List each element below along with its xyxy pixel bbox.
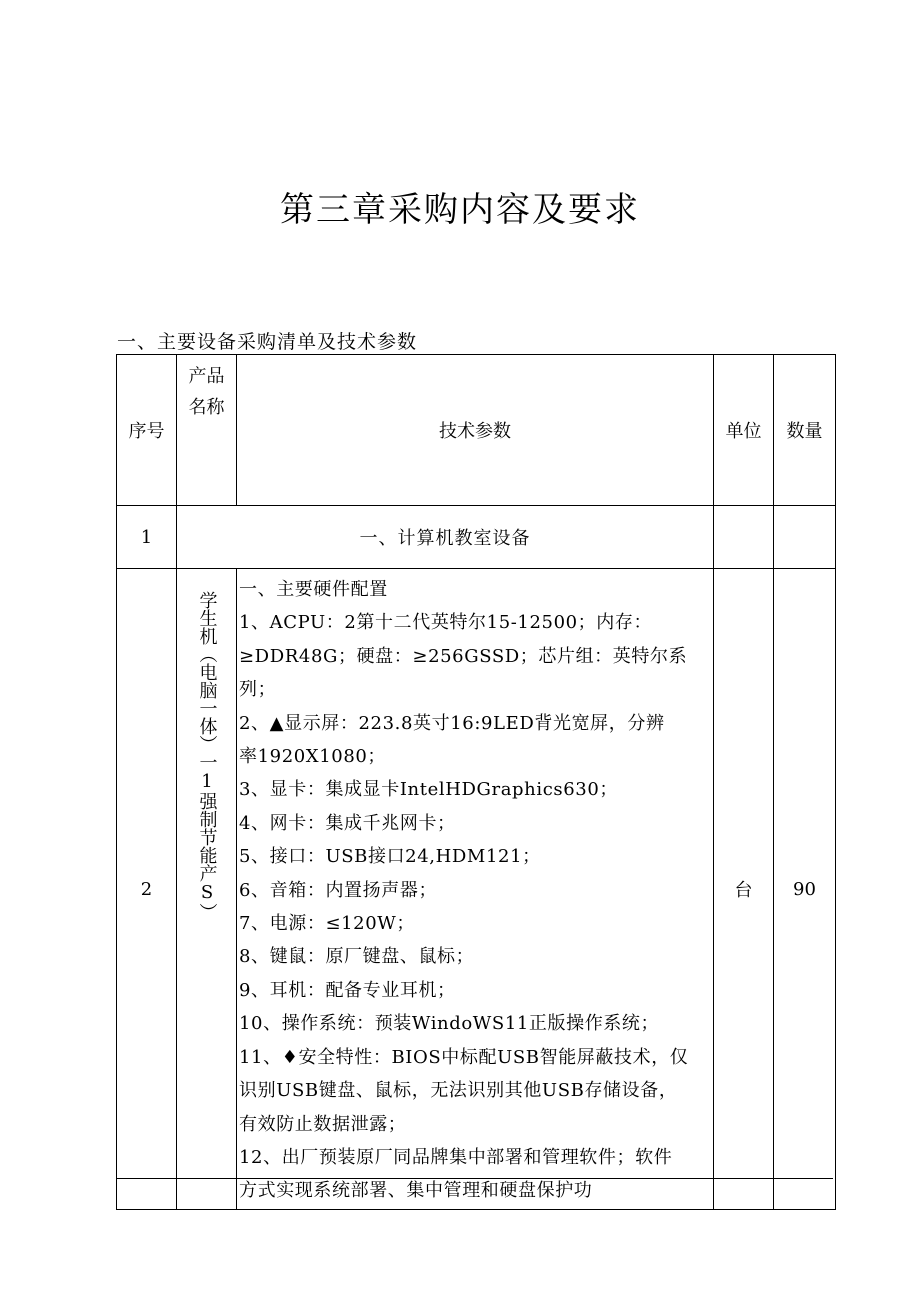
spec-line: 9、耳机：配备专业耳机； <box>239 979 456 1001</box>
header-name <box>177 355 237 506</box>
procurement-table-container <box>116 354 833 1202</box>
spec-line: 4、网卡：集成千兆网卡； <box>239 812 456 834</box>
spec-line: 5、接口：USB接口24,HDM121； <box>239 846 541 868</box>
row-no: 1 <box>117 506 177 569</box>
row-unit <box>714 506 774 569</box>
procurement-table <box>116 354 836 1210</box>
spec-line: 3、显卡：集成显卡IntelHDGraphics630； <box>239 779 618 801</box>
spec-list <box>237 569 713 1208</box>
spec-line: 率1920X1080； <box>239 746 387 768</box>
spec-line: 6、音箱：内置扬声器； <box>239 879 438 901</box>
spec-cell <box>237 569 714 1210</box>
document-title: 第三章采购内容及要求 <box>280 190 640 230</box>
spec-line: 方式实现系统部署、集中管理和硬盘保护功 <box>239 1180 593 1202</box>
table-header-row <box>117 355 836 506</box>
spec-line: 1、ACPU：2第十二代英特尔15-12500；内存： <box>239 612 653 634</box>
row-unit: 台 <box>714 569 774 1210</box>
row-qty <box>774 506 836 569</box>
section-row-title: 一、计算机教室设备 <box>177 506 714 569</box>
row-no: 2 <box>117 569 177 1210</box>
spec-line: 8、键鼠：原厂键盘、鼠标； <box>239 946 475 968</box>
spec-line: 识别USB键盘、鼠标，无法识别其他USB存储设备， <box>239 1080 678 1102</box>
spec-line: 11、♦安全特性：BIOS中标配USB智能屏蔽技术，仅 <box>239 1046 689 1068</box>
spec-line: 有效防止数据泄露； <box>239 1113 407 1135</box>
spec-line: ≥DDR48G；硬盘：≥256GSSD；芯片组：英特尔系 <box>239 645 688 667</box>
product-name: 学生机︵电脑一体︶一1强制节能产S） <box>196 591 218 921</box>
row-qty: 90 <box>774 569 836 1210</box>
spec-line: 2、▲显示屏：223.8英寸16:9LED背光宽屏，分辨 <box>239 712 665 734</box>
spec-line: 7、电源：≤120W； <box>239 913 415 935</box>
section-heading: 一、主要设备采购清单及技术参数 <box>117 331 418 353</box>
spec-line: 一、主要硬件配置 <box>239 579 388 600</box>
header-spec: 技术参数 <box>237 355 714 506</box>
header-unit: 单位 <box>714 355 774 506</box>
header-qty: 数量 <box>774 355 836 506</box>
spec-line: 12、出厂预装原厂同品牌集中部署和管理软件；软件 <box>239 1146 673 1168</box>
header-name-line2: 名称 <box>188 397 225 418</box>
header-no: 序号 <box>117 355 177 506</box>
table-row <box>117 506 836 569</box>
header-name-line1: 产品 <box>188 366 225 387</box>
spec-line: 列； <box>239 679 277 701</box>
product-name-cell <box>177 569 237 1210</box>
spec-line: 10、操作系统：预装WindoWS11正版操作系统； <box>239 1013 660 1035</box>
table-row <box>117 569 836 1210</box>
